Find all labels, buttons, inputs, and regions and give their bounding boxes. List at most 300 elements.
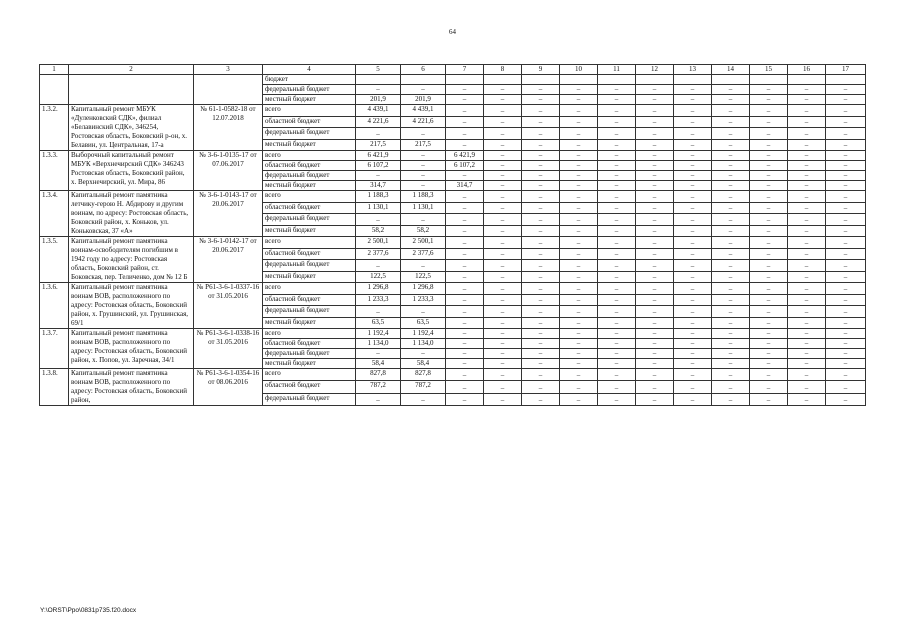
value-cell: – [560,128,598,140]
value-cell: 4 439,1 [401,105,446,117]
value-cell: – [788,381,826,393]
value-cell: – [788,202,826,214]
value-cell: – [712,260,750,272]
value-cell: – [826,214,866,226]
value-cell: – [712,214,750,226]
value-cell: – [401,260,446,272]
value-cell: – [522,225,560,237]
value-cell: – [636,283,674,295]
value-cell: – [750,161,788,171]
value-cell: 201,9 [401,95,446,105]
value-cell: – [826,181,866,191]
value-cell: – [636,151,674,161]
value-cell: – [484,128,522,140]
value-cell: – [484,369,522,381]
expertise-document: № Р61-3-6-1-0337-16 от 31.05.2016 [194,283,263,329]
value-cell: 63,5 [401,317,446,329]
value-cell [674,75,712,85]
value-cell: – [522,339,560,349]
funding-source: областной бюджет [263,339,356,349]
table-body [40,65,866,406]
funding-source: всего [263,283,356,295]
value-cell: – [484,393,522,405]
value-cell: – [712,151,750,161]
value-cell: – [484,214,522,226]
value-cell: – [750,248,788,260]
value-cell [598,75,636,85]
value-cell: – [712,271,750,283]
value-cell: – [674,214,712,226]
value-cell: – [598,116,636,128]
value-cell: – [484,339,522,349]
funding-source: областной бюджет [263,248,356,260]
value-cell: 1 296,8 [356,283,401,295]
value-cell: – [750,85,788,95]
value-cell: – [560,139,598,151]
value-cell: – [522,283,560,295]
table-row [40,369,866,381]
value-cell: 6 107,2 [356,161,401,171]
column-header: 4 [263,65,356,75]
value-cell: – [446,393,484,405]
empty-cell [194,75,263,105]
value-cell: – [788,294,826,306]
value-cell: – [522,317,560,329]
value-cell: – [446,271,484,283]
value-cell: – [446,329,484,339]
column-header: 14 [712,65,750,75]
value-cell: 1 192,4 [401,329,446,339]
value-cell: – [484,191,522,203]
value-cell: – [560,381,598,393]
value-cell: – [356,171,401,181]
value-cell: 4 221,6 [356,116,401,128]
value-cell: – [750,317,788,329]
value-cell: – [560,349,598,359]
value-cell: – [750,116,788,128]
value-cell: – [598,381,636,393]
value-cell: – [750,349,788,359]
value-cell: – [356,393,401,405]
value-cell: 63,5 [356,317,401,329]
value-cell: – [674,260,712,272]
value-cell [356,75,401,85]
value-cell: – [598,139,636,151]
value-cell: 201,9 [356,95,401,105]
value-cell: – [522,202,560,214]
value-cell: – [522,349,560,359]
value-cell: – [636,349,674,359]
value-cell: – [636,237,674,249]
object-name: Капитальный ремонт памятника летчику-герою Н. Абдирову и другим воинам, по адресу: Ростовская область, Боковский район, х. Коньков, ул. Коньковская, 37 «А» [69,191,194,237]
value-cell: 122,5 [401,271,446,283]
value-cell: – [522,95,560,105]
value-cell: 6 107,2 [446,161,484,171]
value-cell: – [636,116,674,128]
column-header: 10 [560,65,598,75]
value-cell: – [788,271,826,283]
value-cell: – [636,191,674,203]
value-cell: – [712,369,750,381]
value-cell: – [712,294,750,306]
object-name: Выборочный капитальный ремонт МБУК «Верхнечирский СДК» 346243 Ростовская область, Боковский район, х. Верхнечирский, ул. Мира, 86 [69,151,194,191]
value-cell: – [826,128,866,140]
value-cell: – [788,260,826,272]
value-cell: – [446,294,484,306]
column-header: 1 [40,65,69,75]
value-cell: – [788,105,826,117]
value-cell: – [598,202,636,214]
value-cell: – [484,139,522,151]
value-cell: – [560,260,598,272]
funding-source: местный бюджет [263,317,356,329]
value-cell: – [788,85,826,95]
value-cell: – [788,283,826,295]
value-cell: – [750,202,788,214]
value-cell: – [636,359,674,369]
value-cell: – [712,191,750,203]
value-cell: – [560,329,598,339]
value-cell: – [788,191,826,203]
value-cell: – [598,191,636,203]
funding-source: местный бюджет [263,271,356,283]
value-cell: – [484,248,522,260]
value-cell: – [636,381,674,393]
value-cell: 4 439,1 [356,105,401,117]
value-cell: – [826,393,866,405]
value-cell: – [598,105,636,117]
value-cell: – [484,181,522,191]
funding-source: всего [263,369,356,381]
value-cell: – [598,95,636,105]
value-cell: – [712,359,750,369]
value-cell: – [674,359,712,369]
value-cell: – [522,105,560,117]
value-cell: – [446,381,484,393]
value-cell: – [750,359,788,369]
value-cell: – [826,85,866,95]
value-cell: – [560,151,598,161]
value-cell: – [598,248,636,260]
value-cell: – [712,317,750,329]
value-cell: – [750,260,788,272]
value-cell: – [446,306,484,318]
value-cell: – [750,393,788,405]
value-cell: – [484,294,522,306]
value-cell [712,75,750,85]
empty-cell [40,75,69,105]
value-cell: – [636,225,674,237]
value-cell: – [522,248,560,260]
value-cell: – [401,349,446,359]
value-cell: – [636,128,674,140]
value-cell [826,75,866,85]
value-cell [636,75,674,85]
value-cell: – [401,181,446,191]
value-cell: – [598,393,636,405]
object-name: Капитальный ремонт памятника воинам ВОВ, расположенного по адресу: Ростовская область, Боковский район, х. Грушинский, ул. Грушинская, 69/1 [69,283,194,329]
value-cell: – [446,116,484,128]
funding-source: местный бюджет [263,181,356,191]
value-cell: – [356,306,401,318]
value-cell: – [788,329,826,339]
funding-source: федеральный бюджет [263,171,356,181]
value-cell: 58,4 [401,359,446,369]
value-cell: – [788,151,826,161]
value-cell: – [750,271,788,283]
value-cell: – [712,171,750,181]
value-cell: – [636,202,674,214]
value-cell: – [356,128,401,140]
value-cell: – [788,128,826,140]
value-cell: – [826,317,866,329]
table-row [40,151,866,161]
table-row [40,105,866,117]
value-cell: – [484,105,522,117]
value-cell: – [636,95,674,105]
value-cell: – [560,214,598,226]
value-cell: – [712,237,750,249]
value-cell: – [598,181,636,191]
value-cell: – [712,116,750,128]
value-cell: 2 377,6 [356,248,401,260]
funding-source: местный бюджет [263,95,356,105]
expertise-document: № 3-6-1-0135-17 от 07.06.2017 [194,151,263,191]
value-cell: – [446,369,484,381]
value-cell: – [674,294,712,306]
value-cell: – [636,214,674,226]
value-cell: – [674,95,712,105]
funding-source: всего [263,105,356,117]
value-cell: – [750,237,788,249]
column-header: 9 [522,65,560,75]
value-cell: – [446,359,484,369]
value-cell: 1 188,3 [401,191,446,203]
value-cell: – [484,161,522,171]
value-cell: – [522,260,560,272]
value-cell: – [674,225,712,237]
value-cell: – [788,181,826,191]
value-cell: – [674,237,712,249]
object-name: Капитальный ремонт памятника воинам ВОВ, расположенного по адресу: Ростовская область, Боковский район, [69,369,194,406]
value-cell: – [674,139,712,151]
value-cell: – [826,329,866,339]
value-cell: – [674,116,712,128]
value-cell: – [788,214,826,226]
value-cell: – [484,260,522,272]
value-cell: – [484,225,522,237]
value-cell: – [750,369,788,381]
column-header: 3 [194,65,263,75]
value-cell: – [560,161,598,171]
value-cell: 4 221,6 [401,116,446,128]
value-cell [788,75,826,85]
value-cell [484,75,522,85]
object-name: Капитальный ремонт МБУК «Дуленковский СДК», филиал «Белавинский СДК», 346254, Ростовская область, Боковский р-он, х. Белавин, ул. Центральная, 17-а [69,105,194,151]
value-cell: – [446,85,484,95]
value-cell: – [674,283,712,295]
value-cell: – [598,237,636,249]
value-cell: – [636,306,674,318]
value-cell: – [750,225,788,237]
value-cell: – [712,381,750,393]
value-cell: 217,5 [401,139,446,151]
value-cell: – [522,116,560,128]
value-cell: – [484,237,522,249]
value-cell: – [788,317,826,329]
value-cell: – [560,191,598,203]
value-cell: – [674,393,712,405]
value-cell: – [750,339,788,349]
value-cell: – [522,161,560,171]
value-cell: – [712,161,750,171]
funding-source: федеральный бюджет [263,260,356,272]
funding-source: областной бюджет [263,294,356,306]
value-cell: – [826,116,866,128]
value-cell: – [674,171,712,181]
value-cell: – [356,85,401,95]
value-cell: – [750,294,788,306]
value-cell: – [484,329,522,339]
value-cell: – [674,349,712,359]
value-cell: – [788,116,826,128]
value-cell: 58,4 [356,359,401,369]
value-cell: 314,7 [446,181,484,191]
value-cell: – [826,171,866,181]
value-cell: – [560,237,598,249]
value-cell: 1 134,0 [356,339,401,349]
item-number: 1.3.5. [40,237,69,283]
value-cell: – [446,283,484,295]
value-cell: – [826,105,866,117]
value-cell: 1 188,3 [356,191,401,203]
value-cell: – [598,260,636,272]
value-cell: – [446,191,484,203]
value-cell: – [484,271,522,283]
value-cell: – [750,283,788,295]
expertise-document: № 3-6-1-0143-17 от 20.06.2017 [194,191,263,237]
value-cell: – [750,181,788,191]
value-cell: – [560,317,598,329]
value-cell: – [484,317,522,329]
value-cell: – [674,191,712,203]
column-header: 8 [484,65,522,75]
table-row [40,329,866,339]
value-cell: – [356,260,401,272]
value-cell: – [598,161,636,171]
value-cell: – [826,225,866,237]
value-cell: – [522,139,560,151]
value-cell: – [826,271,866,283]
value-cell: – [446,202,484,214]
value-cell: – [560,271,598,283]
column-header: 2 [69,65,194,75]
value-cell: – [560,339,598,349]
value-cell: – [560,116,598,128]
value-cell: – [788,393,826,405]
table-row [40,237,866,249]
value-cell: – [446,339,484,349]
value-cell: – [401,151,446,161]
value-cell: – [446,237,484,249]
value-cell: – [636,339,674,349]
expertise-document: № 61-1-0582-18 от 12.07.2018 [194,105,263,151]
value-cell: – [826,283,866,295]
value-cell: – [598,329,636,339]
value-cell: – [446,214,484,226]
funding-source: местный бюджет [263,225,356,237]
table-row [40,75,866,85]
value-cell: – [598,369,636,381]
empty-cell [69,75,194,105]
value-cell: – [598,151,636,161]
value-cell: – [788,359,826,369]
value-cell: – [712,225,750,237]
value-cell: – [401,393,446,405]
value-cell: – [712,85,750,95]
value-cell: 787,2 [356,381,401,393]
value-cell: – [636,393,674,405]
value-cell: – [446,128,484,140]
value-cell: – [674,105,712,117]
value-cell: – [788,95,826,105]
funding-source: всего [263,237,356,249]
funding-source: федеральный бюджет [263,128,356,140]
value-cell: – [484,381,522,393]
value-cell: – [788,225,826,237]
value-cell: – [598,85,636,95]
value-cell [750,75,788,85]
value-cell: – [598,359,636,369]
value-cell: – [522,306,560,318]
funding-source: федеральный бюджет [263,306,356,318]
value-cell: – [522,329,560,339]
value-cell: – [674,181,712,191]
value-cell: – [484,171,522,181]
value-cell: 2 500,1 [356,237,401,249]
value-cell: – [401,214,446,226]
funding-source: федеральный бюджет [263,85,356,95]
value-cell: – [826,306,866,318]
value-cell: – [356,214,401,226]
funding-source: федеральный бюджет [263,214,356,226]
table-row [40,191,866,203]
value-cell: – [560,202,598,214]
value-cell: – [522,181,560,191]
funding-source: федеральный бюджет [263,349,356,359]
value-cell: – [826,260,866,272]
value-cell: – [826,237,866,249]
value-cell: – [598,317,636,329]
value-cell: 2 500,1 [401,237,446,249]
item-number: 1.3.4. [40,191,69,237]
expertise-document: № Р61-3-6-1-0338-16 от 31.05.2016 [194,329,263,369]
budget-table [39,64,866,406]
value-cell: – [522,214,560,226]
value-cell: – [446,95,484,105]
item-number: 1.3.6. [40,283,69,329]
object-name: Капитальный ремонт памятника воинам-освободителям погибшим в 1942 году по адресу: Ростовская область, Боковский район, ст. Боковская, пер. Теличенко, дом № 12 Б [69,237,194,283]
value-cell: – [636,260,674,272]
value-cell: – [674,306,712,318]
value-cell: – [674,161,712,171]
value-cell: – [750,151,788,161]
value-cell: – [826,369,866,381]
value-cell: – [750,105,788,117]
value-cell: – [674,202,712,214]
value-cell: – [598,294,636,306]
object-name: Капитальный ремонт памятника воинам ВОВ, расположенного по адресу: Ростовская область, Боковский район, х. Попов, ул. Заречная, 34/1 [69,329,194,369]
